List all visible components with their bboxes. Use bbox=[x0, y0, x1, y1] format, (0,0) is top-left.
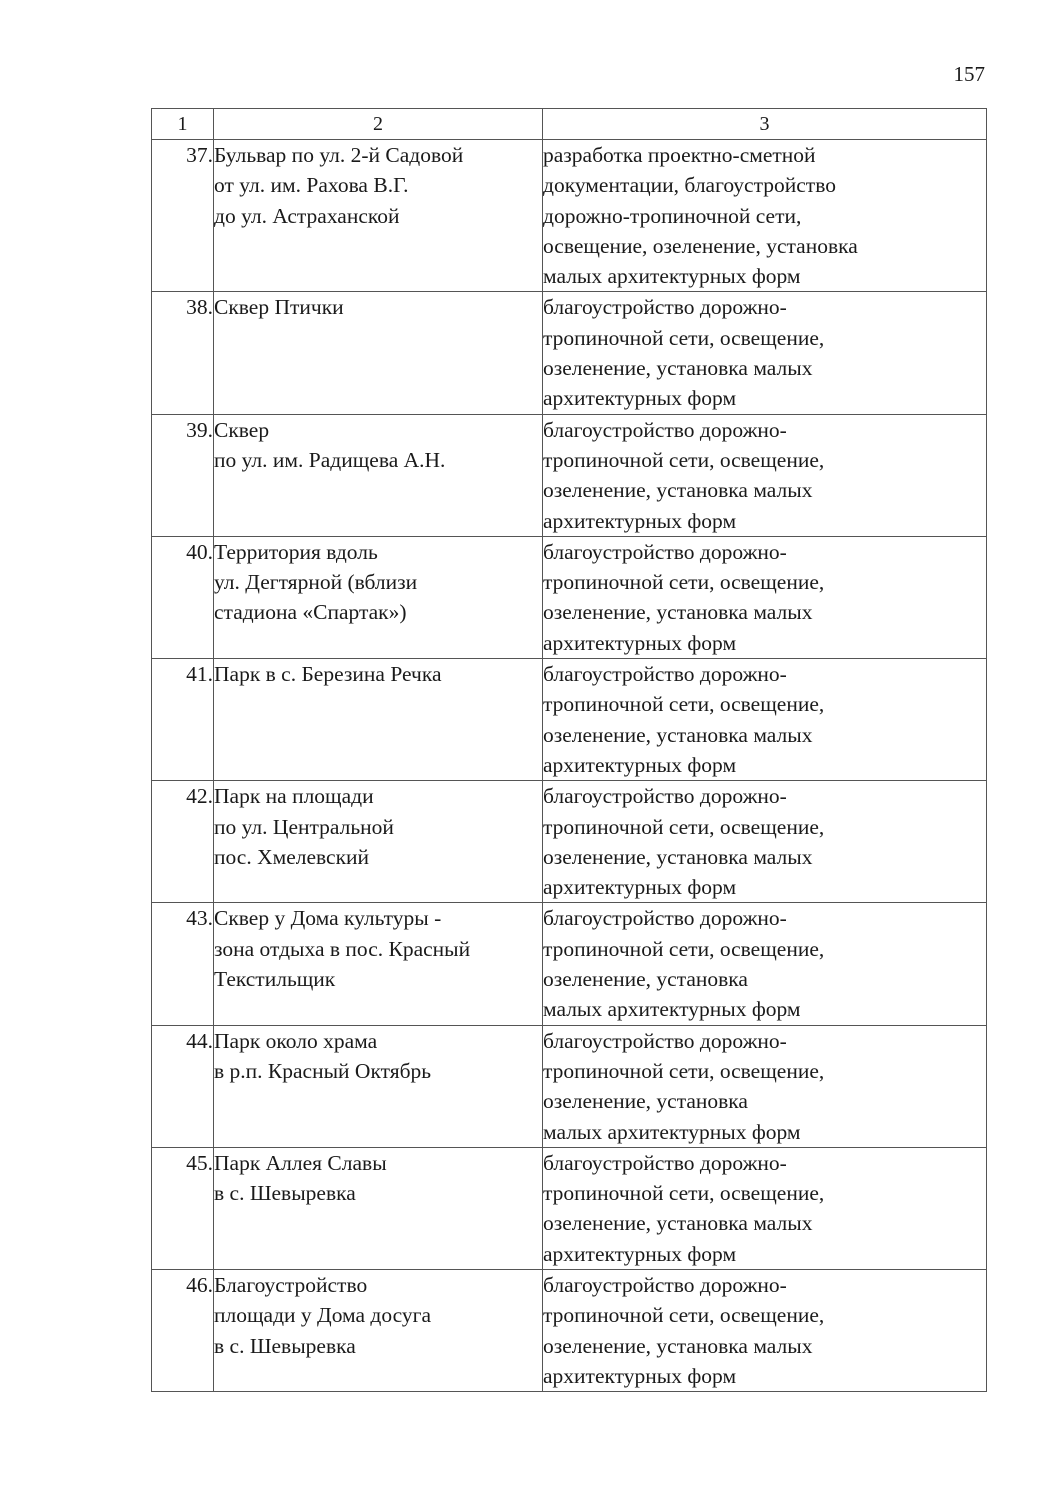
works-line: архитектурных форм bbox=[543, 1241, 737, 1266]
works-line: благоустройство дорожно- bbox=[543, 295, 787, 320]
object-name-line: Сквер Птички bbox=[214, 295, 344, 320]
works-line: освещение, озеленение, установка bbox=[543, 233, 858, 258]
works-line: озеленение, установка малых bbox=[543, 356, 813, 381]
object-name-line: по ул. им. Радищева А.Н. bbox=[214, 447, 446, 472]
object-name-line: ул. Дегтярной (вблизи bbox=[214, 570, 418, 595]
table-row bbox=[152, 781, 987, 903]
works-line: благоустройство дорожно- bbox=[543, 417, 787, 442]
works-line: тропиночной сети, освещение, bbox=[543, 814, 825, 839]
works-line: архитектурных форм bbox=[543, 752, 737, 777]
object-name-line: Сквер у Дома культуры - bbox=[214, 906, 442, 931]
header-row bbox=[152, 109, 987, 140]
works-line: тропиночной сети, освещение, bbox=[543, 570, 825, 595]
table-row bbox=[152, 414, 987, 536]
object-name-cell bbox=[214, 1025, 543, 1147]
works-line: благоустройство дорожно- bbox=[543, 662, 787, 687]
object-name-cell bbox=[214, 292, 543, 414]
object-name-line: в с. Шевыревка bbox=[214, 1181, 356, 1206]
object-name-line: в р.п. Красный Октябрь bbox=[214, 1058, 432, 1083]
object-name-cell bbox=[214, 1269, 543, 1391]
works-cell bbox=[543, 1147, 987, 1269]
object-name-line: зона отдыха в пос. Красный bbox=[214, 936, 471, 961]
works-line: озеленение, установка малых bbox=[543, 722, 813, 747]
works-line: малых архитектурных форм bbox=[543, 997, 801, 1022]
works-cell bbox=[543, 536, 987, 658]
object-name-line: в с. Шевыревка bbox=[214, 1333, 356, 1358]
works-line: благоустройство дорожно- bbox=[543, 1150, 787, 1175]
header-col-3: 3 bbox=[543, 109, 987, 140]
object-name-cell bbox=[214, 414, 543, 536]
works-line: благоустройство дорожно- bbox=[543, 906, 787, 931]
table-header bbox=[152, 109, 987, 140]
works-line: озеленение, установка малых bbox=[543, 1211, 813, 1236]
works-line: тропиночной сети, освещение, bbox=[543, 1181, 825, 1206]
row-number: 39. bbox=[152, 414, 214, 536]
works-line: архитектурных форм bbox=[543, 386, 737, 411]
object-name-cell bbox=[214, 659, 543, 781]
object-name-line: площади у Дома досуга bbox=[214, 1303, 432, 1328]
works-cell bbox=[543, 140, 987, 292]
row-number: 44. bbox=[152, 1025, 214, 1147]
works-line: дорожно-тропиночной сети, bbox=[543, 203, 802, 228]
row-number: 45. bbox=[152, 1147, 214, 1269]
works-line: озеленение, установка малых bbox=[543, 478, 813, 503]
works-line: архитектурных форм bbox=[543, 630, 737, 655]
works-cell bbox=[543, 903, 987, 1025]
object-name-line: Текстильщик bbox=[214, 967, 336, 992]
works-line: благоустройство дорожно- bbox=[543, 1028, 787, 1053]
row-number: 40. bbox=[152, 536, 214, 658]
works-cell bbox=[543, 292, 987, 414]
works-cell bbox=[543, 781, 987, 903]
object-name-line: пос. Хмелевский bbox=[214, 844, 370, 869]
works-line: озеленение, установка bbox=[543, 967, 748, 992]
row-number: 42. bbox=[152, 781, 214, 903]
table-row bbox=[152, 903, 987, 1025]
works-cell bbox=[543, 659, 987, 781]
table-row bbox=[152, 1269, 987, 1391]
object-name-cell bbox=[214, 140, 543, 292]
object-name-cell bbox=[214, 1147, 543, 1269]
row-number: 46. bbox=[152, 1269, 214, 1391]
works-cell bbox=[543, 1269, 987, 1391]
object-name-cell bbox=[214, 781, 543, 903]
works-line: озеленение, установка bbox=[543, 1089, 748, 1114]
header-col-2: 2 bbox=[214, 109, 543, 140]
object-name-line: Парк около храма bbox=[214, 1028, 378, 1053]
object-name-line: по ул. Центральной bbox=[214, 814, 394, 839]
works-line: тропиночной сети, освещение, bbox=[543, 1303, 825, 1328]
works-line: тропиночной сети, освещение, bbox=[543, 936, 825, 961]
object-name-line: стадиона «Спартак») bbox=[214, 600, 407, 625]
works-line: благоустройство дорожно- bbox=[543, 1272, 787, 1297]
row-number: 41. bbox=[152, 659, 214, 781]
row-number: 38. bbox=[152, 292, 214, 414]
object-name-line: Парк Аллея Славы bbox=[214, 1150, 387, 1175]
works-line: благоустройство дорожно- bbox=[543, 784, 787, 809]
objects-table bbox=[151, 108, 987, 1392]
table-row bbox=[152, 140, 987, 292]
works-line: тропиночной сети, освещение, bbox=[543, 447, 825, 472]
object-name-cell bbox=[214, 903, 543, 1025]
works-cell bbox=[543, 414, 987, 536]
page-number: 157 bbox=[953, 62, 985, 86]
works-line: архитектурных форм bbox=[543, 875, 737, 900]
works-line: архитектурных форм bbox=[543, 1363, 737, 1388]
row-number: 43. bbox=[152, 903, 214, 1025]
object-name-line: Благоустройство bbox=[214, 1272, 368, 1297]
works-line: малых архитектурных форм bbox=[543, 264, 801, 289]
table-row bbox=[152, 292, 987, 414]
row-number: 37. bbox=[152, 140, 214, 292]
table-row bbox=[152, 1025, 987, 1147]
works-line: благоустройство дорожно- bbox=[543, 539, 787, 564]
object-name-line: Сквер bbox=[214, 417, 270, 442]
works-line: озеленение, установка малых bbox=[543, 1333, 813, 1358]
works-cell bbox=[543, 1025, 987, 1147]
table-body bbox=[152, 140, 987, 1392]
works-line: озеленение, установка малых bbox=[543, 844, 813, 869]
works-line: тропиночной сети, освещение, bbox=[543, 1058, 825, 1083]
object-name-line: Парк в с. Березина Речка bbox=[214, 662, 442, 687]
table-row bbox=[152, 536, 987, 658]
works-line: архитектурных форм bbox=[543, 508, 737, 533]
works-line: разработка проектно-сметной bbox=[543, 143, 816, 167]
object-name-line: от ул. им. Рахова В.Г. bbox=[214, 173, 409, 198]
object-name-line: Территория вдоль bbox=[214, 539, 378, 564]
works-line: малых архитектурных форм bbox=[543, 1119, 801, 1144]
works-line: озеленение, установка малых bbox=[543, 600, 813, 625]
table-row bbox=[152, 1147, 987, 1269]
works-line: тропиночной сети, освещение, bbox=[543, 692, 825, 717]
works-line: тропиночной сети, освещение, bbox=[543, 325, 825, 350]
object-name-line: до ул. Астраханской bbox=[214, 203, 400, 228]
object-name-line: Бульвар по ул. 2-й Садовой bbox=[214, 143, 464, 167]
works-line: документации, благоустройство bbox=[543, 173, 836, 198]
header-col-1: 1 bbox=[152, 109, 214, 140]
object-name-cell bbox=[214, 536, 543, 658]
table-row bbox=[152, 659, 987, 781]
object-name-line: Парк на площади bbox=[214, 784, 374, 809]
